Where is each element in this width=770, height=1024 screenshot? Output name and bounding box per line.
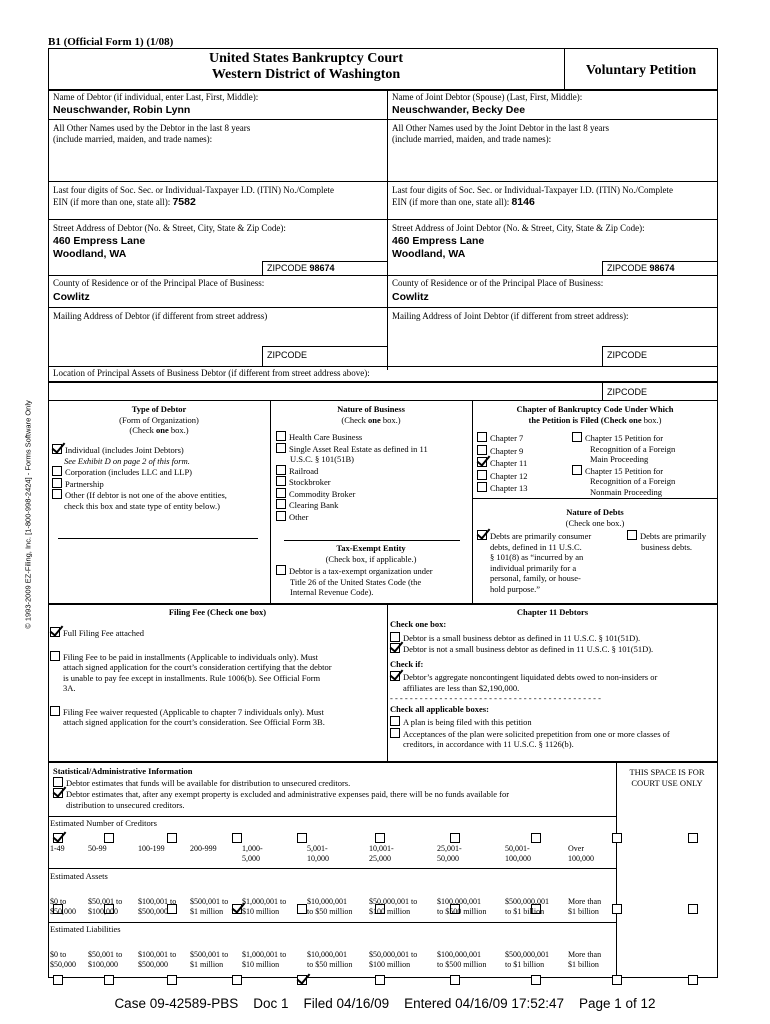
creditors-option-9-checkbox[interactable] <box>688 833 698 843</box>
assets-option-0-label: $0 to $50,000 <box>50 897 76 916</box>
assets-option-8-checkbox[interactable] <box>612 904 622 914</box>
full-fee-checkbox[interactable] <box>50 627 60 637</box>
creditors-option-8-label: 50,001- 100,000 <box>505 844 531 863</box>
liabilities-option-2-checkbox[interactable] <box>167 975 177 985</box>
liabilities-option-1-label: $50,001 to $100,000 <box>88 950 123 969</box>
assets-label: Estimated Assets <box>50 871 108 881</box>
liabilities-option-5-label: $10,000,001 to $50 million <box>307 950 353 969</box>
tax-exempt-heading: Tax-Exempt Entity (Check box, if applicable.) <box>325 543 417 564</box>
assets-option-5-label: $10,000,001 to $50 million <box>307 897 353 916</box>
other-business-checkbox[interactable] <box>276 511 286 521</box>
liabilities-option-0-checkbox[interactable] <box>53 975 63 985</box>
assets-option-6-label: $50,000,001 to $100 million <box>369 897 418 916</box>
creditors-option-5-label: 5,001- 10,000 <box>307 844 329 863</box>
creditors-option-0-label: 1-49 <box>50 844 65 853</box>
aggregate-debts-checkbox[interactable] <box>390 671 400 681</box>
joint-mailing-label: Mailing Address of Joint Debtor (if different from street address): <box>392 311 629 321</box>
debtor-street-label: Street Address of Debtor (No. & Street, City, State & Zip Code): <box>53 223 286 233</box>
court-use-box: THIS SPACE IS FOR COURT USE ONLY <box>629 767 705 788</box>
liabilities-option-4-checkbox[interactable] <box>297 975 307 985</box>
chapter-12-checkbox[interactable] <box>477 470 487 480</box>
court-name: United States Bankruptcy Court <box>208 51 404 66</box>
liabilities-option-1-checkbox[interactable] <box>104 975 114 985</box>
liabilities-option-5-checkbox[interactable] <box>375 975 385 985</box>
chapter-7-checkbox[interactable] <box>477 432 487 442</box>
plan-filed-checkbox[interactable] <box>390 716 400 726</box>
joint-ssn-label: Last four digits of Soc. Sec. or Individual-Taxpayer I.D. (ITIN) No./Complete EIN (if more than one, state all): 8146 <box>392 185 674 208</box>
creditors-option-7-label: 25,001- 50,000 <box>437 844 462 863</box>
creditors-option-6-checkbox[interactable] <box>450 833 460 843</box>
creditors-option-7-checkbox[interactable] <box>531 833 541 843</box>
joint-name-label: Name of Joint Debtor (Spouse) (Last, First, Middle): <box>392 92 583 102</box>
assets-option-3-label: $500,001 to $1 million <box>190 897 229 916</box>
location-label: Location of Principal Assets of Business Debtor (if different from street address above): <box>53 368 370 378</box>
assets-option-8-label: $500,000,001 to $1 billion <box>505 897 549 916</box>
liabilities-option-6-checkbox[interactable] <box>450 975 460 985</box>
assets-option-2-label: $100,001 to $500,000 <box>138 897 177 916</box>
joint-city: Woodland, WA <box>392 248 466 260</box>
court-district: Western District of Washington <box>211 67 401 82</box>
corporation-checkbox[interactable] <box>52 466 62 476</box>
liabilities-label: Estimated Liabilities <box>50 924 121 934</box>
creditors-option-2-checkbox[interactable] <box>167 833 177 843</box>
chapter-15-main-checkbox[interactable] <box>572 432 582 442</box>
railroad-checkbox[interactable] <box>276 465 286 475</box>
liabilities-option-9-label: More than $1 billion <box>568 950 602 969</box>
health-care-checkbox[interactable] <box>276 431 286 441</box>
liabilities-option-6-label: $50,000,001 to $100 million <box>369 950 418 969</box>
form-id: B1 (Official Form 1) (1/08) <box>48 36 174 48</box>
liabilities-option-0-label: $0 to $50,000 <box>50 950 76 969</box>
chapter-list-right: Chapter 15 Petition for Recognition of a Foreign Main Proceeding Chapter 15 Petition for Recognition of a Foreign Nonmain Proceeding <box>572 432 716 497</box>
debtor-county-label: County of Residence or of the Principal Place of Business: <box>53 278 265 288</box>
statistical-info: Statistical/Administrative Information Debtor estimates that funds will be available for distribution to unsecured creditors. Debtor estimates that, after any exempt property is excluded and administrative expenses paid, there will be no funds available for distribution to unsecured creditors. <box>53 766 510 810</box>
chapter-13-checkbox[interactable] <box>477 482 487 492</box>
debtor-mailing-label: Mailing Address of Debtor (if different from street address) <box>53 311 268 321</box>
joint-mail-zip: ZIPCODE <box>607 350 648 360</box>
petition-type: Voluntary Petition <box>585 63 697 78</box>
assets-option-4-label: $1,000,001 to $10 million <box>242 897 287 916</box>
consumer-debts-option: Debts are primarily consumer debts, defined in 11 U.S.C. § 101(8) as “incurred by an individual primarily for a personal, family, or house- hold purpose.” <box>477 530 627 594</box>
chapter-11-heading: Chapter 11 Debtors <box>516 607 589 617</box>
creditors-option-4-label: 1,000- 5,000 <box>242 844 263 863</box>
assets-option-9-checkbox[interactable] <box>688 904 698 914</box>
debtor-county: Cowlitz <box>53 291 90 303</box>
chapter-list-left: Chapter 7 Chapter 9 Chapter 11 Chapter 12 Chapter 13 <box>477 432 567 494</box>
stockbroker-checkbox[interactable] <box>276 476 286 486</box>
other-entity-checkbox[interactable] <box>52 489 62 499</box>
debtor-name: Neuschwander, Robin Lynn <box>53 104 191 116</box>
chapter-heading: Chapter of Bankruptcy Code Under Which the Petition is Filed (Check one box.) <box>516 404 674 425</box>
consumer-debts-checkbox[interactable] <box>477 530 487 540</box>
chapter-11-options: Check one box: Debtor is a small business debtor as defined in 11 U.S.C. § 101(51D). Debtor is not a small business debtor as defined in 11 U.S.C. § 101(51D). Check if: Debtor’s aggregate noncontingent liquidated debts owed to non-insiders or affiliates are less than $2,190,000. - - - - - - - - - - - - - - - - - - - - - - - - - - - - - - - - - - - - - - - - - - - Check all applicable boxes: A plan is being filed with this petition Acceptances of the plan were solicited prepetition from one or more classes of creditors, in accordance with 11 U.S.C. § 1126(b). <box>390 619 670 749</box>
installment-fee-checkbox[interactable] <box>50 651 60 661</box>
creditors-label: Estimated Number of Creditors <box>50 818 157 828</box>
nature-of-business-list: Health Care Business Single Asset Real Estate as defined in 11 U.S.C. § 101(51B) Railroad Stockbroker Commodity Broker Clearing Bank Other <box>276 431 470 522</box>
clearing-bank-checkbox[interactable] <box>276 499 286 509</box>
liabilities-option-8-checkbox[interactable] <box>612 975 622 985</box>
tax-exempt-checkbox[interactable] <box>276 565 286 575</box>
filing-fee-options: Full Filing Fee attached Filing Fee to be paid in installments (Applicable to individuals only). Must attach signed application for the court’s consideration certifying that the debtor is unable to pay fee except in installments. Rule 1006(b). See Official Form 3A. Filing Fee waiver requested (Applicable to chapter 7 individuals only). Must attach signed application for the court’s consideration. See Official Form 3B. <box>50 627 385 728</box>
software-notice: © 1993-2009 EZ-Filing, Inc. [1-800-998-2424] - Forms Software Only <box>23 400 33 629</box>
partnership-checkbox[interactable] <box>52 478 62 488</box>
creditors-option-1-checkbox[interactable] <box>104 833 114 843</box>
creditors-option-0-checkbox[interactable] <box>53 833 63 843</box>
liabilities-option-3-checkbox[interactable] <box>232 975 242 985</box>
assets-option-7-label: $100,000,001 to $500 million <box>437 897 487 916</box>
creditors-option-1-label: 50-99 <box>88 844 107 853</box>
debtor-name-label: Name of Debtor (if individual, enter Last, First, Middle): <box>53 92 259 102</box>
creditors-option-2-label: 100-199 <box>138 844 165 853</box>
liabilities-option-7-label: $100,000,001 to $500 million <box>437 950 487 969</box>
liabilities-option-7-checkbox[interactable] <box>531 975 541 985</box>
joint-zip: ZIPCODE 98674 <box>607 263 675 273</box>
debtor-mail-zip: ZIPCODE <box>267 350 308 360</box>
no-funds-checkbox[interactable] <box>53 788 63 798</box>
not-small-business-checkbox[interactable] <box>390 643 400 653</box>
debtor-ssn-label: Last four digits of Soc. Sec. or Individual-Taxpayer I.D. (ITIN) No./Complete EIN (if more than one, state all): 7582 <box>53 185 335 208</box>
liabilities-option-4-label: $1,000,001 to $10 million <box>242 950 287 969</box>
chapter-15-nonmain-checkbox[interactable] <box>572 465 582 475</box>
business-debts-checkbox[interactable] <box>627 530 637 540</box>
creditors-option-3-label: 200-999 <box>190 844 217 853</box>
debtor-city: Woodland, WA <box>53 248 127 260</box>
case-footer: Case 09-42589-PBS Doc 1 Filed 04/16/09 Entered 04/16/09 17:52:47 Page 1 of 12 <box>114 996 656 1011</box>
liabilities-option-8-label: $500,000,001 to $1 billion <box>505 950 549 969</box>
nature-of-debts-heading: Nature of Debts (Check one box.) <box>565 507 625 528</box>
creditors-option-8-checkbox[interactable] <box>612 833 622 843</box>
assets-option-3-checkbox[interactable] <box>232 904 242 914</box>
nature-of-business-heading: Nature of Business (Check one box.) <box>337 404 405 425</box>
creditors-option-4-checkbox[interactable] <box>297 833 307 843</box>
debtor-ssn: 7582 <box>172 196 196 208</box>
joint-street-label: Street Address of Joint Debtor (No. & Street, City, State & Zip Code): <box>392 223 645 233</box>
location-zip: ZIPCODE <box>607 387 648 397</box>
creditors-option-3-checkbox[interactable] <box>232 833 242 843</box>
creditors-option-5-checkbox[interactable] <box>375 833 385 843</box>
joint-county: Cowlitz <box>392 291 429 303</box>
filing-fee-heading: Filing Fee (Check one box) <box>168 607 267 617</box>
liabilities-option-2-label: $100,001 to $500,000 <box>138 950 177 969</box>
joint-county-label: County of Residence or of the Principal Place of Business: <box>392 278 604 288</box>
tax-exempt-option: Debtor is a tax-exempt organization under Title 26 of the United States Code (the Internal Revenue Code). <box>276 565 470 598</box>
creditors-option-9-label: Over 100,000 <box>568 844 594 863</box>
assets-option-4-checkbox[interactable] <box>297 904 307 914</box>
assets-option-9-label: More than $1 billion <box>568 897 602 916</box>
chapter-11-checkbox[interactable] <box>477 457 487 467</box>
acceptances-checkbox[interactable] <box>390 728 400 738</box>
joint-street: 460 Empress Lane <box>392 235 485 247</box>
commodity-broker-checkbox[interactable] <box>276 488 286 498</box>
single-asset-checkbox[interactable] <box>276 443 286 453</box>
creditors-option-6-label: 10,001- 25,000 <box>369 844 394 863</box>
debtor-street: 460 Empress Lane <box>53 235 146 247</box>
liabilities-option-9-checkbox[interactable] <box>688 975 698 985</box>
exhibit-note: See Exhibit D on page 2 of this form. <box>64 455 190 466</box>
debtor-zip: ZIPCODE 98674 <box>267 263 335 273</box>
individual-checkbox[interactable] <box>52 444 62 454</box>
joint-other-names-label: All Other Names used by the Joint Debtor in the last 8 years (include married, maiden, and trade names): <box>392 123 609 144</box>
joint-ssn: 8146 <box>511 196 535 208</box>
liabilities-option-3-label: $500,001 to $1 million <box>190 950 229 969</box>
debtor-other-names-label: All Other Names used by the Debtor in the last 8 years (include married, maiden, and trade names): <box>53 123 251 144</box>
assets-option-1-label: $50,001 to $100,000 <box>88 897 123 916</box>
type-of-debtor-heading: Type of Debtor (Form of Organization) (Check one box.) <box>119 404 199 435</box>
joint-name: Neuschwander, Becky Dee <box>392 104 526 116</box>
fee-waiver-checkbox[interactable] <box>50 706 60 716</box>
business-debts-option: Debts are primarily business debts. <box>627 530 717 552</box>
